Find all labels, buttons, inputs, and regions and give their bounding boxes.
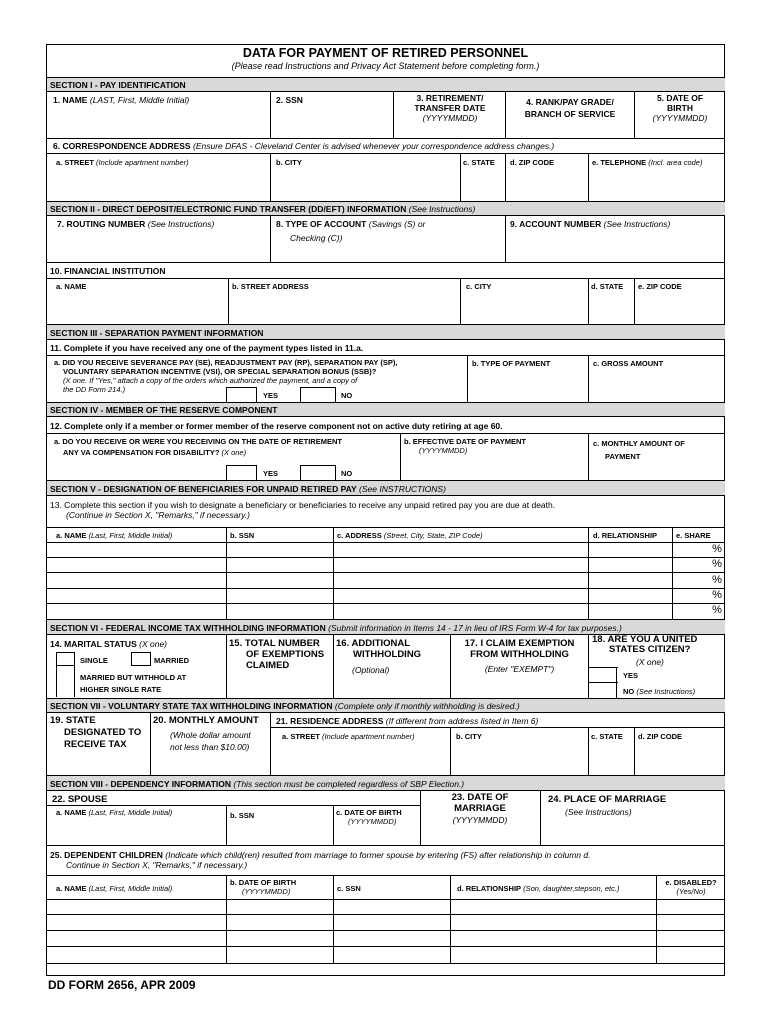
section-8-header: SECTION VIII - DEPENDENCY INFORMATION (This section must be completed regardless of SBP Election.) bbox=[50, 779, 465, 789]
form-subtitle: (Please read Instructions and Privacy Act Statement before completing form.) bbox=[231, 61, 540, 71]
section-4-header: SECTION IV - MEMBER OF THE RESERVE COMPONENT bbox=[50, 405, 278, 415]
city-label: b. CITY bbox=[276, 158, 302, 167]
claim-exemption-hint: (Enter "EXEMPT") bbox=[484, 664, 555, 674]
citizen-no-label: NO (See Instructions) bbox=[623, 687, 696, 696]
city-field[interactable] bbox=[271, 170, 459, 200]
item-11a-question: a. DID YOU RECEIVE SEVERANCE PAY (SE), READJUSTMENT PAY (RP), SEPARATION PAY (SP), VOLUNTARY SEPARATION INCENTIVE (VSI), OR SPECIAL SEPARATION BONUS (SSB)? (X one. If "Yes," attach a copy of the orders which authorized the payment, and a copy of the DD Form 214.) bbox=[54, 358, 398, 394]
fi-zip-label: e. ZIP CODE bbox=[638, 282, 682, 291]
section-3-header: SECTION III - SEPARATION PAYMENT INFORMATION bbox=[50, 328, 264, 338]
payment-type-field[interactable] bbox=[468, 370, 587, 401]
res-city-field[interactable] bbox=[451, 744, 587, 774]
monthly-amount-tax-hint: (Whole dollar amount not less than $10.00) bbox=[170, 730, 251, 752]
zip-field[interactable] bbox=[506, 170, 587, 200]
name-label: 1. NAME (LAST, First, Middle Initial) bbox=[53, 95, 190, 105]
child-dob-label: b. DATE OF BIRTH (YYYYMMDD) bbox=[230, 878, 297, 896]
fi-street-field[interactable] bbox=[229, 294, 459, 323]
zip-label: d. ZIP CODE bbox=[510, 158, 555, 167]
state-tax-label: 19. STATE DESIGNATED TO RECEIVE TAX bbox=[50, 715, 142, 750]
item-11-instruction: 11. Complete if you have received any one of the payment types listed in 11.a. bbox=[50, 343, 364, 353]
account-type-label: 8. TYPE OF ACCOUNT (Savings (S) or bbox=[276, 219, 426, 229]
sep-yes-label: YES bbox=[263, 391, 279, 400]
residence-address-label: 21. RESIDENCE ADDRESS (If different from address listed in Item 6) bbox=[276, 716, 539, 726]
form-title: DATA FOR PAYMENT OF RETIRED PERSONNEL bbox=[242, 46, 529, 60]
monthly-amount-tax-field[interactable] bbox=[151, 752, 269, 774]
ssn-label: 2. SSN bbox=[276, 95, 303, 105]
effective-date-field[interactable] bbox=[401, 462, 587, 479]
marital-status-label: 14. MARITAL STATUS (X one) bbox=[50, 639, 167, 649]
sep-no-checkbox[interactable] bbox=[300, 387, 336, 402]
fi-state-field[interactable] bbox=[589, 294, 633, 323]
beneficiary-name-label: a. NAME (Last, First, Middle Initial) bbox=[56, 531, 173, 540]
beneficiary-rows bbox=[673, 542, 724, 619]
fi-city-field[interactable] bbox=[461, 294, 587, 323]
section-6-header: SECTION VI - FEDERAL INCOME TAX WITHHOLDING INFORMATION (Submit information in Items 14 - 17 in lieu of IRS Form W-4 for tax purposes.) bbox=[50, 623, 622, 633]
single-label: SINGLE bbox=[80, 656, 108, 665]
item-12-instruction: 12. Complete only if a member or former member of the reserve component not on active duty retiring at age 60. bbox=[50, 421, 503, 431]
state-field[interactable] bbox=[461, 170, 504, 200]
monthly-amount-label: c. MONTHLY AMOUNT OF PAYMENT bbox=[593, 439, 685, 461]
spouse-dob-label: c. DATE OF BIRTH (YYYYMMDD) bbox=[336, 808, 402, 826]
child-row-1[interactable] bbox=[47, 900, 724, 914]
correspondence-address-label: 6. CORRESPONDENCE ADDRESS (Ensure DFAS - Cleveland Center is advised whenever your correspondence address changes.) bbox=[53, 141, 555, 151]
us-citizen-label: 18. ARE YOU A UNITED STATES CITIZEN? bbox=[592, 634, 698, 655]
spouse-label: 22. SPOUSE bbox=[52, 794, 108, 805]
beneficiary-share-label: e. SHARE bbox=[676, 531, 711, 540]
share-percent: % bbox=[712, 558, 722, 570]
rank-label: 4. RANK/PAY GRADE/ BRANCH OF SERVICE bbox=[524, 97, 616, 119]
res-city-label: b. CITY bbox=[456, 732, 482, 741]
fi-city-label: c. CITY bbox=[466, 282, 492, 291]
gross-amount-label: c. GROSS AMOUNT bbox=[593, 359, 664, 368]
monthly-amount-field[interactable] bbox=[589, 462, 724, 479]
rank-field[interactable] bbox=[506, 120, 633, 137]
share-percent: % bbox=[712, 574, 722, 586]
res-zip-label: d. ZIP CODE bbox=[638, 732, 683, 741]
routing-field[interactable] bbox=[47, 232, 269, 261]
financial-institution-label: 10. FINANCIAL INSTITUTION bbox=[50, 266, 166, 276]
child-row-2[interactable] bbox=[47, 915, 724, 930]
child-row-3[interactable] bbox=[47, 931, 724, 946]
spouse-name-field[interactable] bbox=[47, 820, 225, 844]
claim-exemption-label: 17. I CLAIM EXEMPTION FROM WITHHOLDING bbox=[464, 638, 575, 660]
child-disabled-label: e. DISABLED? (Yes/No) bbox=[665, 878, 717, 896]
section-7-header: SECTION VII - VOLUNTARY STATE TAX WITHHOLDING INFORMATION (Complete only if monthly withholding is desired.) bbox=[50, 701, 520, 711]
res-street-label: a. STREET (Include apartment number) bbox=[282, 732, 415, 741]
beneficiary-relationship-label: d. RELATIONSHIP bbox=[593, 531, 658, 540]
res-zip-field[interactable] bbox=[635, 744, 724, 774]
place-of-marriage-hint: (See Instructions) bbox=[565, 807, 632, 817]
res-state-label: c. STATE bbox=[591, 732, 623, 741]
telephone-field[interactable] bbox=[589, 170, 724, 200]
child-relationship-label: d. RELATIONSHIP (Son, daughter,stepson, etc.) bbox=[457, 884, 620, 893]
child-ssn-label: c. SSN bbox=[337, 884, 361, 893]
street-label: a. STREET (Include apartment number) bbox=[56, 158, 189, 167]
citizen-yes-label: YES bbox=[623, 671, 639, 680]
sep-no-label: NO bbox=[341, 391, 353, 400]
fi-street-label: b. STREET ADDRESS bbox=[232, 282, 309, 291]
married-higher-rate-label: MARRIED BUT WITHHOLD AT HIGHER SINGLE RATE bbox=[80, 673, 187, 694]
claim-exemption-field[interactable] bbox=[451, 675, 587, 697]
married-higher-rate-checkbox[interactable] bbox=[56, 666, 75, 697]
dob-label: 5. DATE OF BIRTH (YYYYMMDD) bbox=[652, 93, 708, 123]
section-2-header: SECTION II - DIRECT DEPOSIT/ELECTRONIC FUND TRANSFER (DD/EFT) INFORMATION (See Instructions) bbox=[50, 204, 476, 214]
payment-type-label: b. TYPE OF PAYMENT bbox=[472, 359, 551, 368]
share-percent: % bbox=[712, 604, 722, 616]
single-checkbox[interactable] bbox=[56, 652, 75, 666]
section-1-header: SECTION I - PAY IDENTIFICATION bbox=[50, 80, 186, 90]
dob-field[interactable] bbox=[635, 126, 724, 137]
child-row-4[interactable] bbox=[47, 947, 724, 963]
beneficiary-ssn-label: b. SSN bbox=[230, 531, 255, 540]
item-13-instruction: 13. Complete this section if you wish to designate a beneficiary or beneficiaries to receive any unpaid retired pay you are due at death. (Continue in Section X, "Remarks," if necessary.) bbox=[50, 500, 556, 520]
account-number-field[interactable] bbox=[506, 232, 724, 261]
spouse-dob-field[interactable] bbox=[334, 830, 419, 844]
spouse-ssn-label: b. SSN bbox=[230, 811, 255, 820]
place-of-marriage-field[interactable] bbox=[541, 820, 724, 844]
marriage-date-label: 23. DATE OF MARRIAGE bbox=[451, 792, 509, 814]
fi-name-label: a. NAME bbox=[56, 282, 87, 291]
account-type-label-2: Checking (C)) bbox=[290, 233, 343, 243]
sep-yes-checkbox[interactable] bbox=[226, 387, 257, 402]
gross-amount-field[interactable] bbox=[589, 370, 724, 401]
res-state-field[interactable] bbox=[589, 744, 633, 774]
marriage-date-format: (YYYYMMDD) bbox=[452, 815, 508, 825]
va-yes-label: YES bbox=[263, 469, 279, 478]
share-percent: % bbox=[712, 543, 722, 555]
fi-zip-field[interactable] bbox=[635, 294, 724, 323]
additional-withholding-optional: (Optional) bbox=[352, 665, 390, 675]
account-type-field[interactable] bbox=[271, 245, 504, 261]
additional-withholding-label: 16. ADDITIONAL WITHHOLDING bbox=[336, 638, 422, 660]
dependent-children-instruction: 25. DEPENDENT CHILDREN (Indicate which child(ren) resulted from marriage to former spouse by entering (FS) after relationship in column d. Continue in Section X, "Remarks," if necessary.) bbox=[50, 850, 591, 870]
us-citizen-x-one: (X one) bbox=[636, 657, 664, 667]
married-checkbox[interactable] bbox=[131, 652, 151, 666]
marriage-date-field[interactable] bbox=[421, 828, 539, 844]
res-street-field[interactable] bbox=[271, 744, 449, 774]
ssn-field[interactable] bbox=[271, 108, 392, 137]
married-label: MARRIED bbox=[154, 656, 189, 665]
spouse-name-label: a. NAME (Last, First, Middle Initial) bbox=[56, 808, 173, 817]
retirement-date-field[interactable] bbox=[394, 126, 504, 137]
fi-state-label: d. STATE bbox=[591, 282, 624, 291]
routing-label: 7. ROUTING NUMBER (See Instructions) bbox=[57, 219, 215, 229]
additional-withholding-field[interactable] bbox=[334, 675, 449, 697]
retirement-date-label: 3. RETIREMENT/ TRANSFER DATE (YYYYMMDD) bbox=[414, 93, 486, 123]
fi-name-field[interactable] bbox=[47, 294, 227, 323]
place-of-marriage-label: 24. PLACE OF MARRIAGE bbox=[548, 794, 667, 805]
va-yes-checkbox[interactable] bbox=[226, 465, 257, 480]
va-no-checkbox[interactable] bbox=[300, 465, 336, 480]
exemptions-field[interactable] bbox=[227, 675, 332, 697]
name-field[interactable] bbox=[47, 108, 269, 137]
effective-date-label: b. EFFECTIVE DATE OF PAYMENT (YYYYMMDD) bbox=[404, 437, 526, 455]
monthly-amount-tax-label: 20. MONTHLY AMOUNT bbox=[153, 715, 259, 726]
beneficiary-address-label: c. ADDRESS (Street, City, State, ZIP Code) bbox=[337, 531, 483, 540]
account-number-label: 9. ACCOUNT NUMBER (See Instructions) bbox=[510, 219, 671, 229]
share-percent: % bbox=[712, 589, 722, 601]
child-name-label: a. NAME (Last, First, Middle Initial) bbox=[56, 884, 173, 893]
telephone-label: e. TELEPHONE (Incl. area code) bbox=[592, 158, 703, 167]
spouse-ssn-field[interactable] bbox=[227, 822, 332, 844]
state-label: c. STATE bbox=[463, 158, 495, 167]
state-tax-field[interactable] bbox=[47, 752, 149, 774]
street-field[interactable] bbox=[47, 170, 269, 200]
exemptions-label: 15. TOTAL NUMBER OF EXEMPTIONS CLAIMED bbox=[229, 638, 325, 671]
va-no-label: NO bbox=[341, 469, 353, 478]
form-number: DD FORM 2656, APR 2009 bbox=[48, 978, 196, 992]
section-5-header: SECTION V - DESIGNATION OF BENEFICIARIES FOR UNPAID RETIRED PAY (See INSTRUCTIONS) bbox=[50, 484, 446, 494]
item-12a-question: a. DO YOU RECEIVE OR WERE YOU RECEIVING ON THE DATE OF RETIREMENT ANY VA COMPENSATION FOR DISABILITY? (X one) bbox=[54, 437, 342, 457]
